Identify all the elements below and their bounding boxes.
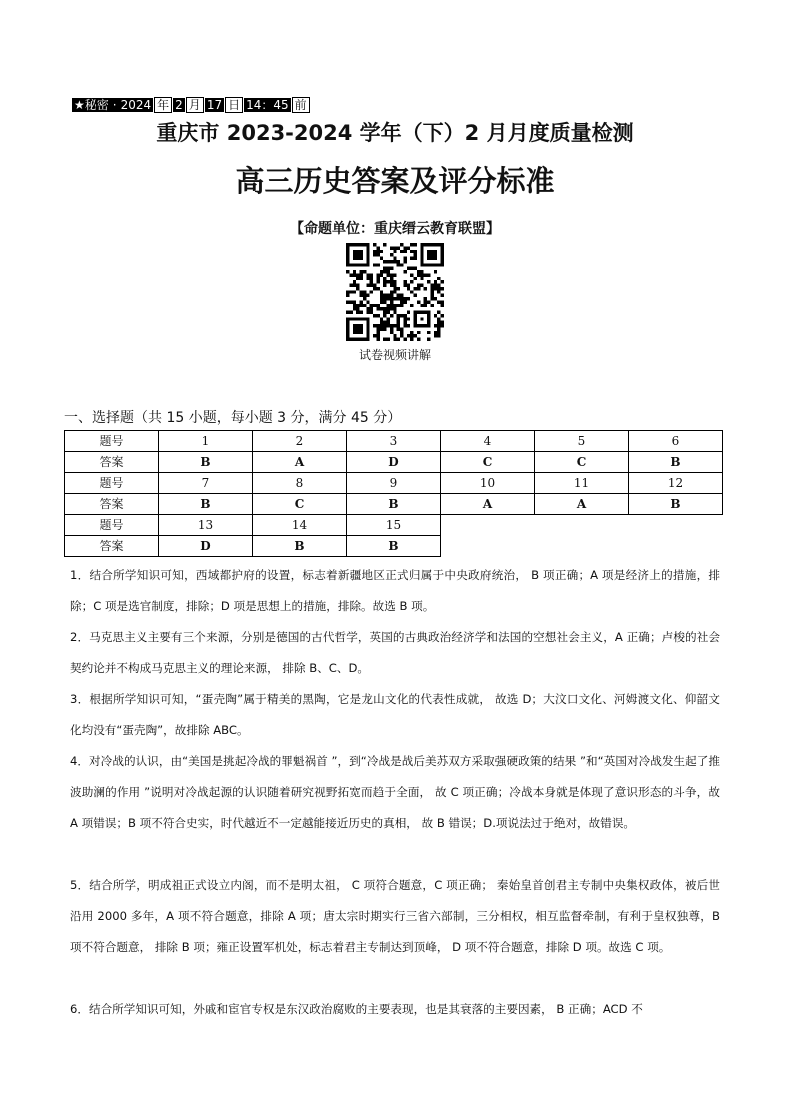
q-num-cell: 13 [159,515,253,536]
q-num-cell: 1 [159,431,253,452]
a-label-cell: 答案 [65,536,159,557]
empty-cell [629,536,723,557]
q-label-cell: 题号 [65,473,159,494]
secret-year: 2024 [120,98,152,112]
q-num-cell: 2 [253,431,347,452]
section-heading: 一、选择题（共 15 小题，每小题 3 分，满分 45 分） [64,410,402,426]
answer-cell: B [159,452,253,473]
empty-cell [535,515,629,536]
explanation-2: 2．马克思主义主要有三个来源，分别是德国的古代哲学，英国的古典政治经济学和法国的空想社会主义，A 正确；卢梭的社会契约论并不构成马克思主义的理论来源， 排除 B、C、D。 [70,630,720,675]
q-num-cell: 7 [159,473,253,494]
empty-cell [629,515,723,536]
secret-month: 2 [175,98,183,112]
table-row [65,452,723,473]
secret-dot: · [112,98,117,112]
answer-cell: B [629,494,723,515]
answer-cell: A [535,494,629,515]
q-num-cell: 8 [253,473,347,494]
secret-nian: 年 [154,97,172,113]
table-row [65,536,723,557]
explanation-1: 1．结合所学知识可知，西域都护府的设置，标志着新疆地区正式归属于中央政府统治， B 项正确；A 项是经济上的措施，排除；C 项是选官制度，排除；D 项是思想上的措施，排除。故选 B 项。 [70,568,720,613]
q-num-cell: 15 [347,515,441,536]
qr-code-image[interactable] [346,243,444,341]
exam-title: 重庆市 2023-2024 学年（下）2 月月度质量检测 [156,121,634,145]
q-num-cell: 6 [629,431,723,452]
table-row [65,473,723,494]
issuing-unit: 【命题单位：重庆缙云教育联盟】 [290,221,500,237]
explanation-6: 6．结合所学知识可知，外戚和宦官专权是东汉政治腐败的主要表现，也是其衰落的主要因素， B 正确；ACD 不 [70,1002,643,1016]
secret-star: ★秘密 [74,98,109,112]
table-row [65,515,723,536]
q-num-cell: 14 [253,515,347,536]
answer-cell: D [159,536,253,557]
answer-cell: A [253,452,347,473]
answer-cell: D [347,452,441,473]
answer-cell: C [535,452,629,473]
secret-qian: 前 [292,97,310,113]
document-title: 高三历史答案及评分标准 [235,164,555,198]
q-num-cell: 5 [535,431,629,452]
empty-cell [535,536,629,557]
q-num-cell: 10 [441,473,535,494]
table-row [65,431,723,452]
q-num-cell: 9 [347,473,441,494]
answer-cell: B [347,494,441,515]
answer-cell: C [253,494,347,515]
confidential-notice [72,97,311,113]
q-num-cell: 3 [347,431,441,452]
answer-cell: C [441,452,535,473]
explanation-4: 4．对冷战的认识，由“美国是挑起冷战的罪魁祸首 ”，到“冷战是战后美苏双方采取强硬政策的结果 ”和“英国对冷战发生起了推波助澜的作用 ”说明对冷战起源的认识随着研究视野拓宽而趋于全面， 故 C 项正确；冷战本身就是体现了意识形态的斗争，故 A 项错误；B 项不符合史实，时代越近不一定越能接近历史的真相， 故 B 错误；D.项说法过于绝对，故错误。 [70,754,720,830]
answer-cell: B [629,452,723,473]
secret-yue: 月 [186,97,204,113]
q-num-cell: 11 [535,473,629,494]
secret-day: 17 [206,98,223,112]
answer-cell: B [253,536,347,557]
a-label-cell: 答案 [65,494,159,515]
qr-caption: 试卷视频讲解 [358,348,431,362]
explanation-3: 3．根据所学知识可知，“蛋壳陶”属于精美的黑陶，它是龙山文化的代表性成就， 故选 D；大汶口文化、河姆渡文化、仰韶文化均没有“蛋壳陶”，故排除 ABC。 [70,692,720,737]
q-num-cell: 4 [441,431,535,452]
empty-cell [441,536,535,557]
table-row [65,494,723,515]
q-label-cell: 题号 [65,431,159,452]
secret-ri: 日 [225,97,243,113]
answer-cell: B [347,536,441,557]
a-label-cell: 答案 [65,452,159,473]
empty-cell [441,515,535,536]
explanation-5: 5．结合所学，明成祖正式设立内阁，而不是明太祖， C 项符合题意，C 项正确； 秦始皇首创君主专制中央集权政体，被后世沿用 2000 多年，A 项不符合题意，排除 A 项；唐太宗时期实行三省六部制，三分相权，相互监督牵制，有利于皇权独尊，B 项不符合题意， 排除 B 项；雍正设置军机处，标志着君主专制达到顶峰， D 项不符合题意，排除 D 项。故选 C 项。 [70,878,720,954]
q-label-cell: 题号 [65,515,159,536]
q-num-cell: 12 [629,473,723,494]
secret-time: 14：45 [246,98,289,112]
answer-cell: A [441,494,535,515]
answer-cell: B [159,494,253,515]
answer-table [64,430,723,557]
